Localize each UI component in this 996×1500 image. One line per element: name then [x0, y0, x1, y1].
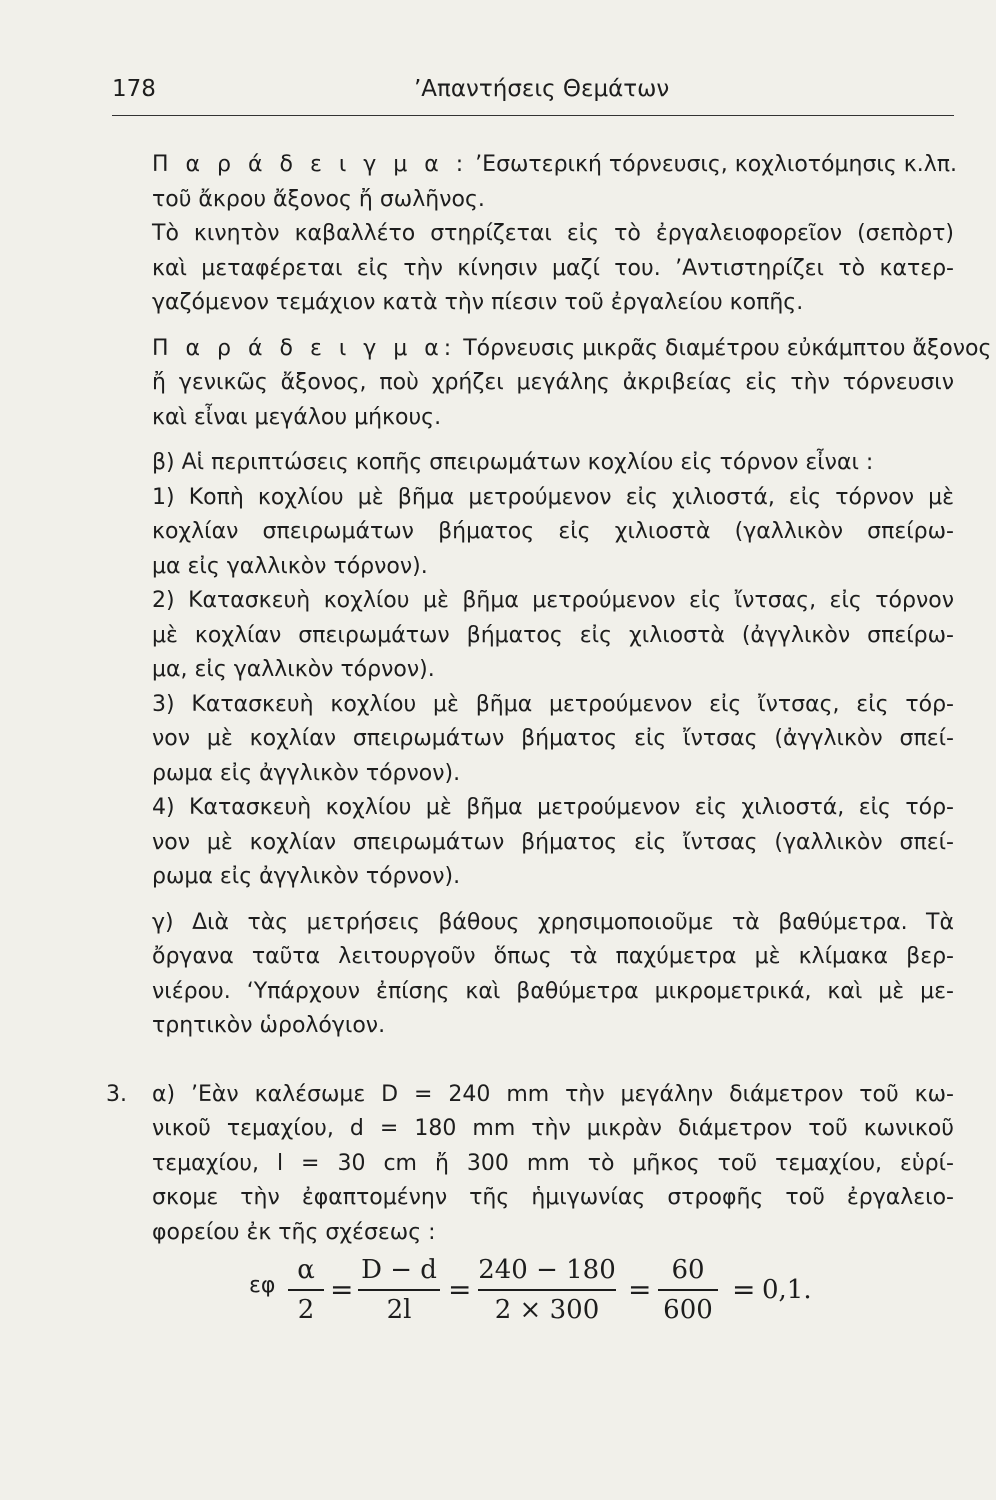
- text-line: Τὸ κινητὸν καβαλλέτο στηρίζεται εἰς τὸ ἐργαλειοφορεῖον (σεπὸρτ): [152, 221, 954, 246]
- example-label: Π α ρ ά δ ε ι γ μ α:: [152, 335, 457, 361]
- text-line: ρωμα εἰς ἀγγλικὸν τόρνον).: [152, 864, 461, 889]
- equals-sign: =: [330, 1273, 354, 1306]
- thread-cases-paragraph: [152, 446, 954, 895]
- fraction-denominator: 2l: [386, 1295, 412, 1325]
- taper-formula: [152, 1254, 954, 1334]
- text-line: ὄργανα ταῦτα λειτουργοῦν ὅπως τὰ παχύμετρα μὲ κλίμακα βερ-: [152, 944, 954, 969]
- text-line: τοῦ ἄκρου ἄξονος ἤ σωλῆνος.: [152, 186, 485, 212]
- page-header: [112, 76, 954, 110]
- equals-sign: =: [628, 1273, 652, 1306]
- text-line: ἤ γενικῶς ἄξονος, ποὺ χρήζει μεγάλης ἀκριβείας εἰς τὴν τόρνευσιν: [152, 370, 954, 395]
- text-line: μα, εἰς γαλλικὸν τόρνον).: [152, 657, 435, 682]
- text-line: σκομε τὴν ἐφαπτομένην τῆς ἡμιγωνίας στροφῆς τοῦ ἐργαλειο-: [152, 1185, 954, 1210]
- text-line: β) Αἱ περιπτώσεις κοπῆς σπειρωμάτων κοχλίου εἰς τόρνον εἶναι :: [152, 450, 874, 475]
- formula-result: 0,1.: [762, 1275, 812, 1305]
- example-paragraph-1: [152, 148, 957, 217]
- equals-sign: =: [448, 1273, 472, 1306]
- text-line: 2) Κατασκευὴ κοχλίου μὲ βῆμα μετρούμενον εἰς ἴντσας, εἰς τόρνον: [152, 588, 954, 613]
- fraction-1: [288, 1254, 324, 1326]
- fraction-3: [478, 1254, 616, 1326]
- text-line: κοχλίαν σπειρωμάτων βήματος εἰς χιλιοστὰ (γαλλικὸν σπείρω-: [152, 519, 954, 544]
- text-line: καὶ εἶναι μεγάλου μήκους.: [152, 404, 442, 430]
- header-rule: [112, 115, 954, 116]
- text-line: νιέρου. ‘Υπάρχουν ἐπίσης καὶ βαθύμετρα μικρομετρικά, καὶ μὲ με-: [152, 978, 954, 1004]
- text-line: καὶ μεταφέρεται εἰς τὴν κίνησιν μαζί του. ’Αντιστηρίζει τὸ κατερ-: [152, 255, 954, 281]
- text-line: νικοῦ τεμαχίου, d = 180 mm τὴν μικρὰν διάμετρον τοῦ κωνικοῦ: [152, 1116, 954, 1141]
- answer-number: 3.: [106, 1081, 127, 1107]
- fraction-denominator: 2: [297, 1295, 315, 1325]
- page-body: [106, 148, 992, 1334]
- text-line: 4) Κατασκευὴ κοχλίου μὲ βῆμα μετρούμενον εἰς χιλιοστά, εἰς τόρ-: [152, 795, 954, 820]
- equals-sign: =: [732, 1273, 756, 1306]
- text-line: τρητικὸν ὡρολόγιον.: [152, 1013, 386, 1038]
- text-line: γ) Διὰ τὰς μετρήσεις βάθους χρησιμοποιοῦμε τὰ βαθύμετρα. Τὰ: [152, 909, 954, 935]
- text-line: τεμαχίου, l = 30 cm ἤ 300 mm τὸ μῆκος τοῦ τεμαχίου, εὑρί-: [152, 1150, 954, 1176]
- fraction-denominator: 2 × 300: [494, 1295, 600, 1325]
- fraction-4: [658, 1254, 718, 1326]
- fraction-2: [358, 1254, 440, 1326]
- text-line: α) ’Εὰν καλέσωμε D = 240 mm τὴν μεγάλην διάμετρον τοῦ κω-: [152, 1081, 954, 1107]
- example-paragraph-2: [152, 332, 992, 436]
- text-line: νον μὲ κοχλίαν σπειρωμάτων βήματος εἰς ἴντσας (γαλλικὸν σπεί-: [152, 829, 954, 855]
- text-line: ρωμα εἰς ἀγγλικὸν τόρνον).: [152, 760, 461, 786]
- running-title: ’Απαντήσεις Θεμάτων: [414, 76, 670, 102]
- answer-3-paragraph: [106, 1078, 954, 1251]
- page-number: 178: [112, 76, 156, 102]
- fraction-numerator: D − d: [361, 1255, 437, 1285]
- fraction-numerator: 60: [671, 1255, 705, 1285]
- fraction-numerator: α: [297, 1255, 315, 1285]
- text-line: νον μὲ κοχλίαν σπειρωμάτων βήματος εἰς ἴντσας (ἀγγλικὸν σπεί-: [152, 726, 954, 751]
- formula-prefix: εφ: [249, 1273, 276, 1298]
- text-line: Π α ρ ά δ ε ι γ μ α: Τόρνευσις μικρᾶς διαμέτρου εὐκάμπτου ἄξονος: [152, 335, 992, 361]
- fraction-denominator: 600: [663, 1295, 713, 1325]
- tailstock-paragraph: [152, 217, 954, 321]
- text-line: 1) Κοπὴ κοχλίου μὲ βῆμα μετρούμενον εἰς χιλιοστά, εἰς τόρνον μὲ: [152, 484, 954, 510]
- example-label: Π α ρ ά δ ε ι γ μ α :: [152, 152, 469, 177]
- depth-gauge-paragraph: [152, 906, 954, 1044]
- text-line: φορείου ἐκ τῆς σχέσεως :: [152, 1219, 436, 1245]
- text-line: μα εἰς γαλλικὸν τόρνον).: [152, 553, 428, 579]
- fraction-numerator: 240 − 180: [478, 1255, 616, 1285]
- text-line: 3) Κατασκευὴ κοχλίου μὲ βῆμα μετρούμενον εἰς ἴντσας, εἰς τόρ-: [152, 691, 954, 717]
- text-line: μὲ κοχλίαν σπειρωμάτων βήματος εἰς χιλιοστὰ (ἀγγλικὸν σπείρω-: [152, 622, 954, 648]
- text-line: γαζόμενον τεμάχιον κατὰ τὴν πίεσιν τοῦ ἐργαλείου κοπῆς.: [152, 290, 804, 315]
- text-line: Π α ρ ά δ ε ι γ μ α : ’Εσωτερική τόρνευσις, κοχλιοτόμησις κ.λπ.: [152, 152, 957, 177]
